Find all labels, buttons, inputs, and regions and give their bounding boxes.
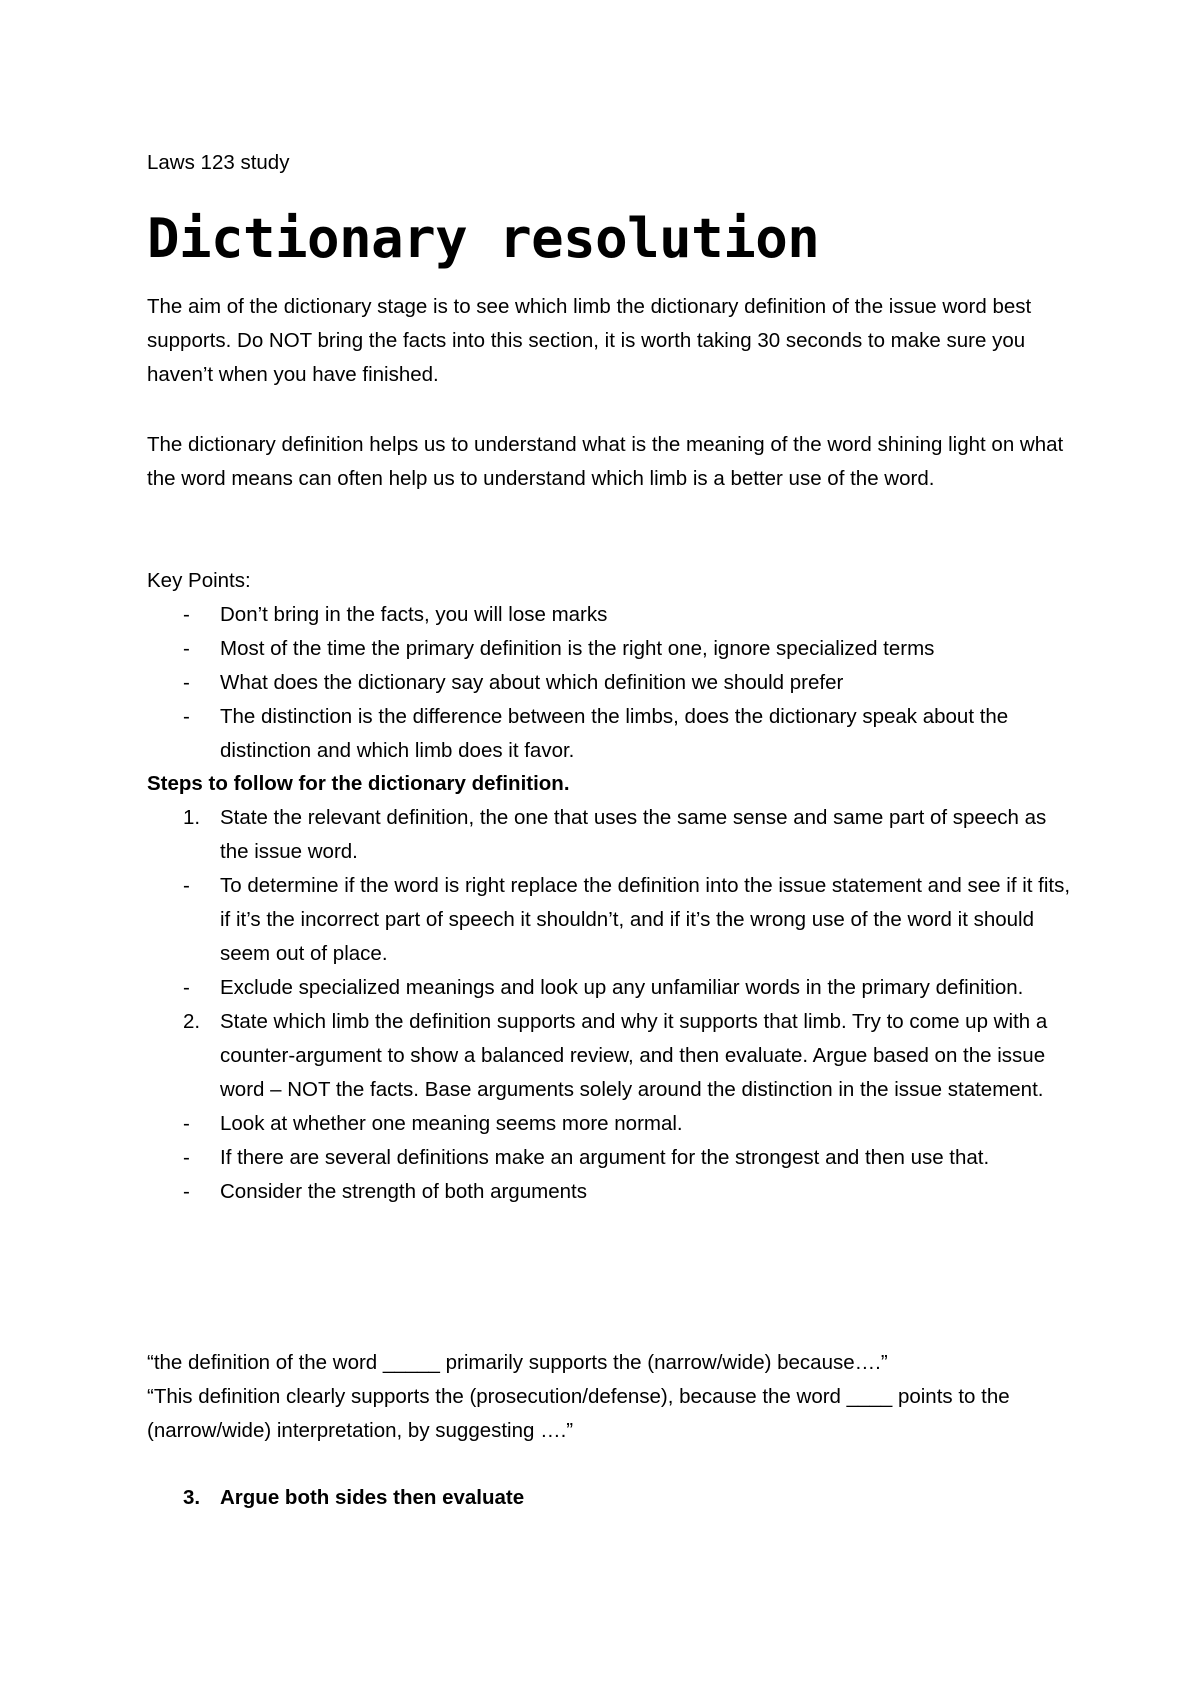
template-quote-1: “the definition of the word _____ primarily supports the (narrow/wide) because….” — [147, 1351, 888, 1374]
template-quote-2: “This definition clearly supports the (prosecution/defense), because the word ____ points to the (narrow/wide) interpretation, by suggesting ….” — [147, 1385, 1010, 1442]
list-item-text: Exclude specialized meanings and look up any unfamiliar words in the primary definition. — [220, 976, 1024, 999]
dash-marker: - — [183, 705, 190, 728]
list-item — [147, 1107, 1077, 1141]
list-item-text: State which limb the definition supports and why it supports that limb. Try to come up with a counter-argument to show a balanced review, and then evaluate. Argue based on the issue word – NOT the facts. Base arguments solely around the distinction in the issue statement. — [220, 1010, 1048, 1101]
key-points-label: Key Points: — [147, 569, 251, 592]
second-paragraph: The dictionary definition helps us to understand what is the meaning of the word shining light on what the word means can often help us to understand which limb is a better use of the word. — [147, 433, 1064, 490]
list-item-text: Consider the strength of both arguments — [220, 1180, 587, 1203]
list-item — [147, 801, 1077, 869]
dash-marker: - — [183, 1112, 190, 1135]
list-item — [147, 869, 1077, 971]
dash-marker: - — [183, 1146, 190, 1169]
list-item — [147, 666, 1077, 700]
list-item — [147, 1005, 1077, 1107]
list-item-text: If there are several definitions make an argument for the strongest and then use that. — [220, 1146, 990, 1169]
list-item — [147, 1175, 1077, 1209]
list-item-text: The distinction is the difference between the limbs, does the dictionary speak about the distinction and which limb does it favor. — [220, 705, 1009, 762]
key-points-list — [147, 598, 1077, 768]
list-item-text: Don’t bring in the facts, you will lose marks — [220, 603, 608, 626]
list-item-text: To determine if the word is right replace the definition into the issue statement and see if it fits, if it’s the incorrect part of speech it shouldn’t, and if it’s the wrong use of the word it should seem out of place. — [220, 874, 1071, 965]
page-title: Dictionary resolution — [147, 207, 820, 270]
header-note: Laws 123 study — [147, 151, 290, 174]
number-marker: 2. — [183, 1010, 201, 1033]
list-item-text: What does the dictionary say about which definition we should prefer — [220, 671, 844, 694]
final-step — [147, 1481, 1080, 1515]
number-marker: 3. — [183, 1486, 201, 1509]
dash-marker: - — [183, 874, 190, 897]
list-item-text: State the relevant definition, the one that uses the same sense and same part of speech as the issue word. — [220, 806, 1047, 863]
dash-marker: - — [183, 637, 190, 660]
list-item — [147, 1141, 1077, 1175]
list-item — [147, 632, 1077, 666]
list-item-text: Most of the time the primary definition is the right one, ignore specialized terms — [220, 637, 935, 660]
dash-marker: - — [183, 671, 190, 694]
dash-marker: - — [183, 1180, 190, 1203]
dash-marker: - — [183, 976, 190, 999]
steps-heading: Steps to follow for the dictionary definition. — [147, 772, 570, 795]
list-item-text: Look at whether one meaning seems more normal. — [220, 1112, 683, 1135]
steps-list — [147, 801, 1077, 1209]
list-item — [147, 700, 1077, 768]
list-item — [147, 598, 1077, 632]
final-step-text: Argue both sides then evaluate — [220, 1486, 525, 1509]
number-marker: 1. — [183, 806, 201, 829]
list-item — [147, 971, 1077, 1005]
intro-paragraph: The aim of the dictionary stage is to see which limb the dictionary definition of the issue word best supports. Do NOT bring the facts into this section, it is worth taking 30 seconds to make sure you haven’t when you have finished. — [147, 295, 1032, 386]
dash-marker: - — [183, 603, 190, 626]
